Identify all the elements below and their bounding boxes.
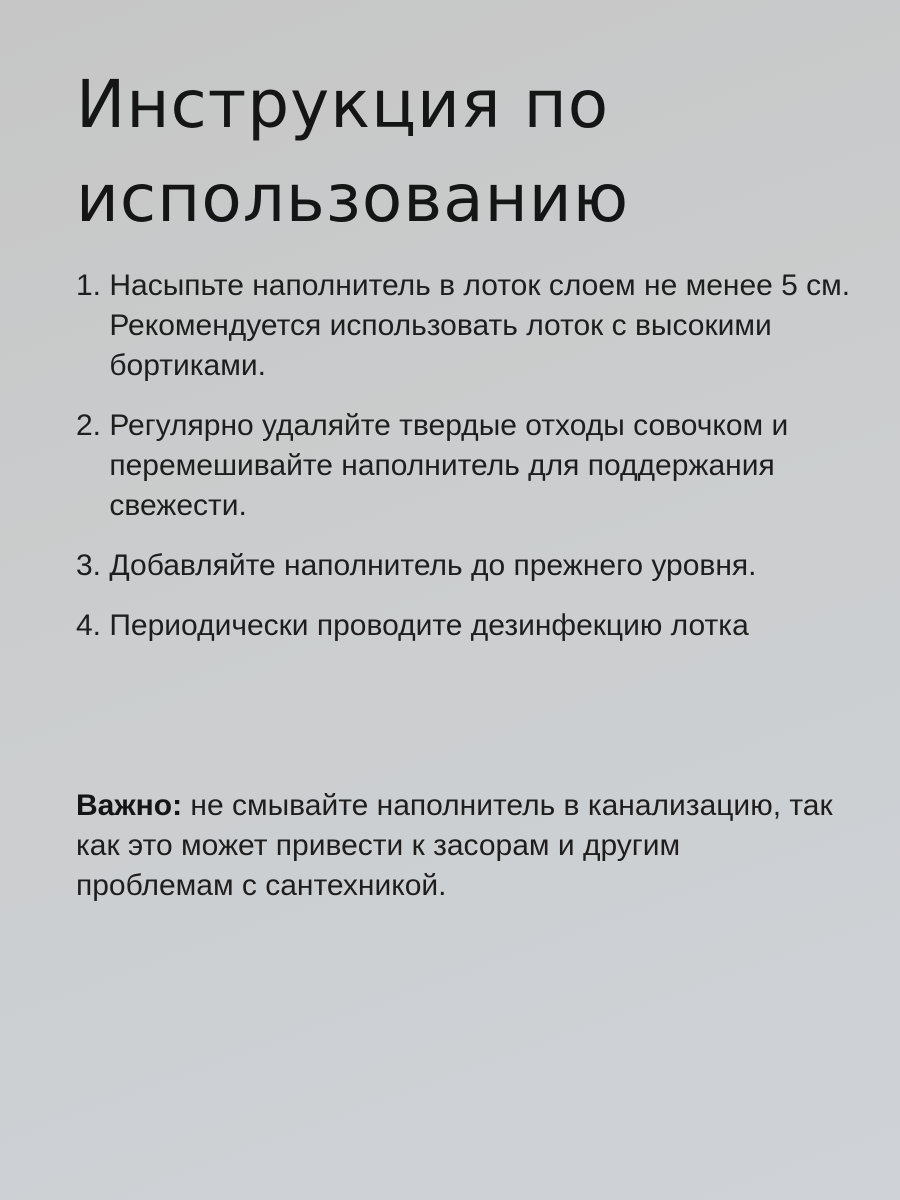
instruction-step-3 — [76, 546, 856, 586]
important-note — [76, 786, 836, 906]
instruction-step-2 — [76, 406, 856, 526]
step-number: 4. — [76, 609, 110, 642]
title-line-1: Инструкция по — [76, 66, 610, 143]
instruction-list — [76, 266, 856, 666]
step-number: 2. — [76, 409, 110, 442]
step-text: Насыпьте наполнитель в лоток слоем не менее 5 см. Рекомендуется использовать лоток с высокими бортиками. — [109, 269, 851, 382]
step-text: Периодически проводите дезинфекцию лотка — [109, 609, 749, 642]
important-label: Важно: — [76, 789, 183, 822]
title-line-2: использованию — [76, 160, 630, 237]
step-text: Регулярно удаляйте твердые отходы совочком и перемешивайте наполнитель для поддержания свежести. — [109, 409, 789, 522]
step-text: Добавляйте наполнитель до прежнего уровня. — [109, 549, 757, 582]
important-text: не смывайте наполнитель в канализацию, так как это может привести к засорам и другим проблемам с сантехникой. — [76, 789, 833, 902]
step-number: 1. — [76, 269, 110, 302]
instruction-step-1 — [76, 266, 856, 386]
step-number: 3. — [76, 549, 110, 582]
instruction-step-4 — [76, 606, 856, 646]
page-title — [76, 58, 876, 246]
